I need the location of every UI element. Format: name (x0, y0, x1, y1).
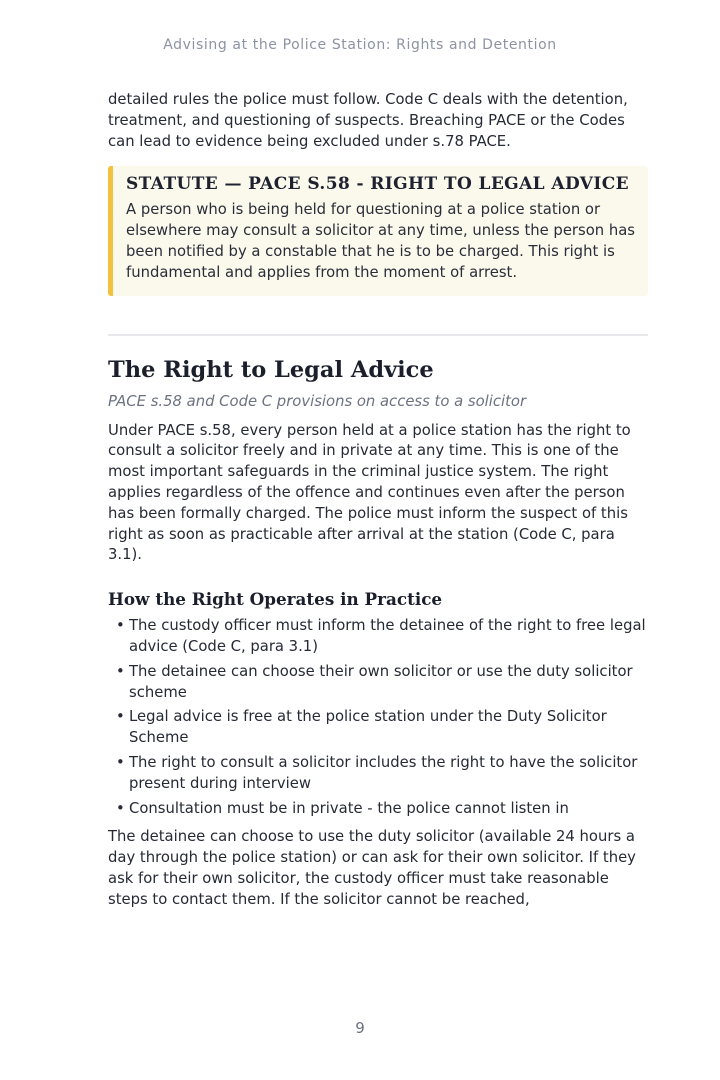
bullet-icon: • (116, 708, 125, 726)
closing-paragraph: The detainee can choose to use the duty solicitor (available 24 hours a day through the police station) or can ask for their own solicitor. If they ask for their own solicitor, the custody officer must take reasonable steps to contact them. If the solicitor cannot be reached, (108, 828, 636, 908)
list-item (108, 616, 648, 658)
page-content (108, 90, 648, 911)
list-item (108, 753, 648, 795)
list-item (108, 799, 648, 820)
list-item-text: The right to consult a solicitor includes the right to have the solicitor present during interview (129, 753, 638, 792)
list-item (108, 662, 648, 704)
intro-paragraph: detailed rules the police must follow. Code C deals with the detention, treatment, and questioning of suspects. Breaching PACE or the Codes can lead to evidence being excluded under s.78 PACE. (108, 91, 628, 150)
section-paragraph: Under PACE s.58, every person held at a police station has the right to consult a solicitor freely and in private at any time. This is one of the most important safeguards in the criminal justice system. The right applies regardless of the offence and continues even after the person has been formally charged. The police must inform the suspect of this right as soon as practicable after arrival at the station (Code C, para 3.1). (108, 421, 631, 564)
page-number: 9 (355, 1019, 365, 1037)
bullet-icon: • (116, 799, 125, 817)
running-head: Advising at the Police Station: Rights and Detention (163, 37, 557, 53)
list-item-text: The detainee can choose their own solicitor or use the duty solicitor scheme (129, 662, 633, 701)
section-heading: The Right to Legal Advice (108, 356, 434, 383)
section-divider (108, 334, 648, 336)
statute-box (108, 166, 648, 295)
list-item-text: Legal advice is free at the police station under the Duty Solicitor Scheme (129, 708, 607, 747)
statute-title: STATUTE — PACE S.58 - RIGHT TO LEGAL ADVICE (126, 174, 630, 195)
bullet-icon: • (116, 753, 125, 771)
bullet-icon: • (116, 662, 125, 680)
bullet-icon: • (116, 617, 125, 635)
statute-text: A person who is being held for questioning at a police station or elsewhere may consult a solicitor at any time, unless the person has been notified by a constable that he is to be charged. This right is fundamental and applies from the moment of arrest. (126, 201, 636, 281)
subsection-heading: How the Right Operates in Practice (108, 589, 443, 610)
list-item-text: Consultation must be in private - the police cannot listen in (129, 799, 569, 817)
list-item-text: The custody officer must inform the detainee of the right to free legal advice (Code C, para 3.1) (129, 617, 646, 655)
section-subtitle: PACE s.58 and Code C provisions on access to a solicitor (108, 392, 527, 410)
practice-bullet-list (108, 616, 648, 819)
list-item (108, 707, 648, 749)
